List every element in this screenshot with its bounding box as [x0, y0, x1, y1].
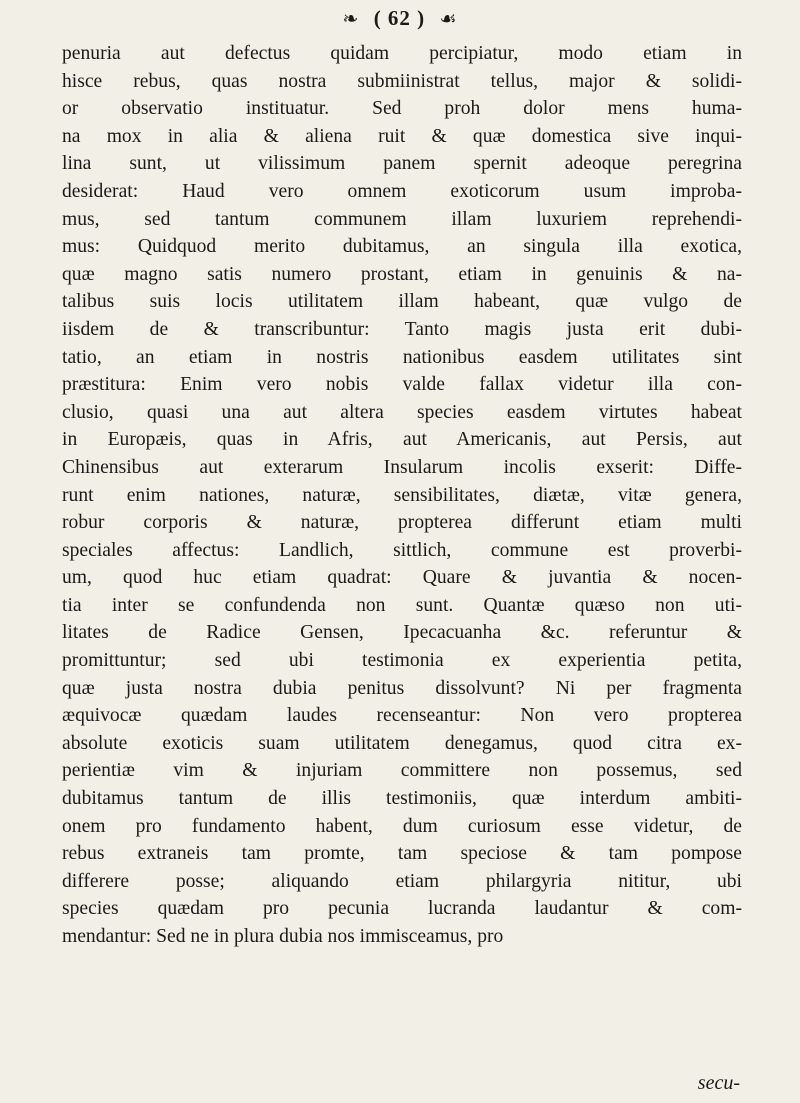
text-line: in Europæis, quas in Afris, aut Americanis, aut Persis, aut — [62, 429, 742, 451]
text-line: dubitamus tantum de illis testimoniis, quæ interdum ambiti- — [62, 788, 742, 810]
text-line: præstitura: Enim vero nobis valde fallax videtur illa con- — [62, 374, 742, 396]
text-line: iisdem de & transcribuntur: Tanto magis justa erit dubi- — [62, 318, 742, 340]
text-line: rebus extraneis tam promte, tam speciose & tam pompose — [62, 843, 742, 865]
text-line: tia inter se confundenda non sunt. Quantæ quæso non uti- — [62, 594, 742, 616]
left-ornament-icon: ❧ — [342, 9, 360, 30]
text-line: Chinensibus aut exterarum Insularum incolis exserit: Diffe- — [62, 456, 742, 478]
catchword: secu- — [697, 1072, 740, 1094]
text-line: species quædam pro pecunia lucranda laudantur & com- — [62, 898, 742, 920]
text-line: onem pro fundamento habent, dum curiosum esse videtur, de — [62, 815, 742, 837]
text-line: um, quod huc etiam quadrat: Quare & juvantia & nocen- — [62, 567, 742, 589]
text-line: runt enim nationes, naturæ, sensibilitates, diætæ, vitæ genera, — [62, 484, 742, 506]
text-line: æquivocæ quædam laudes recenseantur: Non vero propterea — [62, 705, 742, 727]
text-line: litates de Radice Gensen, Ipecacuanha &c. referuntur & — [62, 622, 742, 644]
text-line: robur corporis & naturæ, propterea differunt etiam multi — [62, 512, 742, 534]
text-line: talibus suis locis utilitatem illam habeant, quæ vulgo de — [62, 291, 742, 313]
text-line: na mox in alia & aliena ruit & quæ domestica sive inqui- — [62, 125, 742, 147]
text-line: desiderat: Haud vero omnem exoticorum usum improba- — [62, 180, 742, 202]
text-line: or observatio instituatur. Sed proh dolor mens huma- — [62, 98, 742, 120]
text-line: mus: Quidquod merito dubitamus, an singula illa exotica, — [62, 236, 742, 258]
text-line: mus, sed tantum communem illam luxuriem reprehendi- — [62, 208, 742, 230]
text-line: tatio, an etiam in nostris nationibus easdem utilitates sint — [62, 346, 742, 368]
text-line: hisce rebus, quas nostra submiinistrat tellus, major & solidi- — [62, 70, 742, 92]
text-line: lina sunt, ut vilissimum panem spernit adeoque peregrina — [62, 153, 742, 175]
text-line: promittuntur; sed ubi testimonia ex experientia petita, — [62, 650, 742, 672]
text-line: absolute exoticis suam utilitatem denegamus, quod citra ex- — [62, 732, 742, 754]
text-line: quæ justa nostra dubia penitus dissolvunt? Ni per fragmenta — [62, 677, 742, 699]
text-line: differere posse; aliquando etiam philargyria nititur, ubi — [62, 870, 742, 892]
text-line: perientiæ vim & injuriam committere non possemus, sed — [62, 760, 742, 782]
text-line: clusio, quasi una aut altera species easdem virtutes habeat — [62, 401, 742, 423]
text-line: quæ magno satis numero prostant, etiam in genuinis & na- — [62, 263, 742, 285]
page-header — [0, 6, 800, 31]
page-number: ( 62 ) — [373, 6, 426, 30]
body-text — [62, 40, 742, 951]
text-line: penuria aut defectus quidam percipiatur, modo etiam in — [62, 43, 742, 64]
text-line: speciales affectus: Landlich, sittlich, commune est proverbi- — [62, 539, 742, 561]
text-line: mendantur: Sed ne in plura dubia nos immisceamus, pro — [62, 926, 504, 947]
right-ornament-icon: ☙ — [439, 9, 458, 30]
